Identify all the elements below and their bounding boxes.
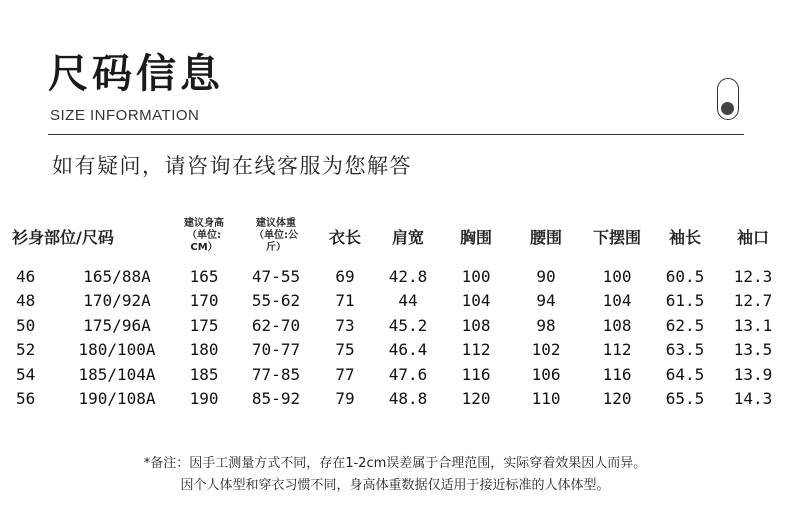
table-cell: 180/100A	[78, 340, 156, 360]
table-cell: 63.5	[665, 340, 705, 360]
header-divider	[48, 134, 744, 135]
table-cell: 77	[335, 364, 355, 384]
size-number-cell: 50	[16, 315, 36, 335]
table-header-row	[4, 208, 788, 264]
table-cell: 42.8	[388, 266, 428, 286]
table-cell: 47-55	[251, 266, 301, 286]
table-cell: 60.5	[665, 266, 705, 286]
table-cell: 170/92A	[83, 291, 151, 311]
footnote: 因个人体型和穿衣习惯不同，身高体重数据仅适用于接近标准的人体体型。	[180, 478, 610, 493]
size-number-cell: 52	[16, 340, 36, 360]
table-cell: 45.2	[388, 315, 428, 335]
table-cell: 190/108A	[78, 389, 156, 409]
page-title: 尺码信息	[48, 51, 224, 97]
table-cell: 94	[536, 291, 556, 311]
table-cell: 102	[531, 340, 561, 360]
size-number-cell: 48	[16, 291, 36, 311]
table-cell: 98	[536, 315, 556, 335]
table-cell: 100	[602, 266, 632, 286]
table-row	[4, 338, 788, 363]
table-cell: 48.8	[388, 389, 428, 409]
table-row	[4, 313, 788, 338]
table-cell: 116	[461, 364, 491, 384]
table-cell: 77-85	[251, 364, 301, 384]
column-header: 袖长	[669, 227, 702, 247]
header-line: 建议体重	[256, 218, 297, 229]
table-cell: 112	[602, 340, 632, 360]
column-header: 肩宽	[392, 227, 425, 247]
table-cell: 170	[189, 291, 219, 311]
table-cell: 65.5	[665, 389, 705, 409]
table-cell: 120	[461, 389, 491, 409]
size-table	[4, 208, 788, 411]
contact-notice: 如有疑问，请咨询在线客服为您解答	[52, 154, 412, 178]
header-line: （单位:公	[254, 230, 299, 241]
table-cell: 165	[189, 266, 219, 286]
table-cell: 180	[189, 340, 219, 360]
footnote: *备注：因手工测量方式不同，存在1-2cm误差属于合理范围，实际穿着效果因人而异。	[143, 456, 647, 471]
table-cell: 71	[335, 291, 355, 311]
size-number-cell: 56	[16, 389, 36, 409]
size-number-cell: 54	[16, 364, 36, 384]
table-cell: 61.5	[665, 291, 705, 311]
table-cell: 13.1	[733, 315, 773, 335]
table-cell: 104	[461, 291, 491, 311]
table-cell: 106	[531, 364, 561, 384]
table-cell: 116	[602, 364, 632, 384]
toggle-knob	[721, 102, 734, 115]
table-cell: 44	[398, 291, 418, 311]
table-cell: 185/104A	[78, 364, 156, 384]
table-cell: 110	[531, 389, 561, 409]
table-cell: 90	[536, 266, 556, 286]
table-cell: 108	[461, 315, 491, 335]
table-row	[4, 289, 788, 314]
column-header: 下摆围	[593, 227, 642, 247]
column-header	[172, 208, 236, 264]
table-cell: 55-62	[251, 291, 301, 311]
toggle-switch-icon	[717, 78, 739, 120]
table-cell: 12.7	[733, 291, 773, 311]
column-header: 腰围	[530, 227, 563, 247]
column-header: 袖口	[737, 227, 770, 247]
table-cell: 70-77	[251, 340, 301, 360]
header-line: 斤）	[266, 242, 287, 253]
table-row	[4, 362, 788, 387]
table-cell: 46.4	[388, 340, 428, 360]
header-line: （单位:	[187, 230, 222, 241]
column-header: 衣长	[329, 227, 362, 247]
table-cell: 112	[461, 340, 491, 360]
size-number-cell: 46	[16, 266, 36, 286]
table-cell: 73	[335, 315, 355, 335]
header-line: CM）	[190, 242, 218, 253]
table-cell: 13.9	[733, 364, 773, 384]
header-line: 建议身高	[184, 218, 225, 229]
column-header: 胸围	[460, 227, 493, 247]
table-cell: 12.3	[733, 266, 773, 286]
table-cell: 185	[189, 364, 219, 384]
table-cell: 64.5	[665, 364, 705, 384]
page-subtitle: SIZE INFORMATION	[50, 107, 200, 124]
table-cell: 62-70	[251, 315, 301, 335]
table-cell: 100	[461, 266, 491, 286]
table-cell: 79	[335, 389, 355, 409]
table-cell: 175	[189, 315, 219, 335]
table-cell: 190	[189, 389, 219, 409]
table-cell: 175/96A	[83, 315, 151, 335]
table-cell: 104	[602, 291, 632, 311]
column-header	[236, 208, 316, 264]
table-cell: 13.5	[733, 340, 773, 360]
table-cell: 85-92	[251, 389, 301, 409]
table-cell: 69	[335, 266, 355, 286]
table-cell: 14.3	[733, 389, 773, 409]
table-row	[4, 264, 788, 289]
table-row	[4, 387, 788, 412]
table-cell: 75	[335, 340, 355, 360]
table-cell: 47.6	[388, 364, 428, 384]
table-cell: 165/88A	[83, 266, 151, 286]
table-cell: 108	[602, 315, 632, 335]
column-header: 衫身部位/尺码	[12, 227, 114, 247]
table-cell: 120	[602, 389, 632, 409]
table-cell: 62.5	[665, 315, 705, 335]
